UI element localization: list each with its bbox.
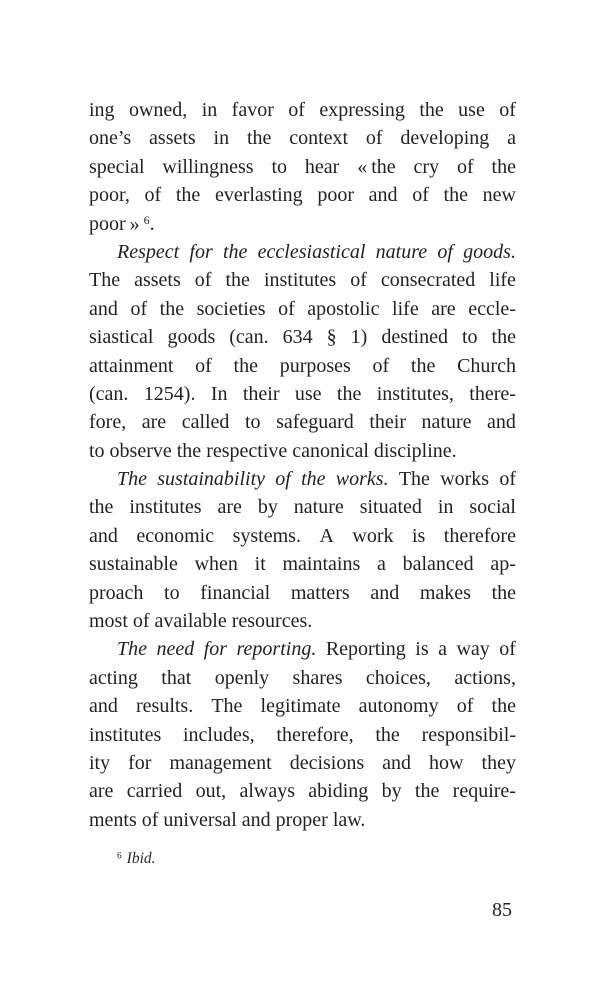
text-segment: of	[195, 354, 212, 377]
text-segment: decisions	[289, 751, 365, 774]
text-segment: consecrated	[380, 269, 476, 292]
text-segment: hear	[304, 155, 340, 178]
text-segment: The	[117, 468, 147, 491]
text-segment: the	[159, 297, 185, 320]
text-segment: apostolic	[307, 297, 380, 320]
text-segment: 1)	[350, 326, 368, 349]
text-segment: the	[225, 269, 250, 292]
text-segment: nature	[421, 411, 472, 434]
text-segment: financial	[200, 581, 271, 604]
text-segment: the	[375, 723, 400, 746]
text-line	[89, 749, 516, 777]
text-segment: therefore,	[276, 723, 354, 746]
text-segment: of	[194, 269, 212, 292]
text-segment: The	[89, 269, 121, 292]
text-segment: assets	[134, 269, 181, 292]
text-segment: maintains	[282, 553, 361, 576]
text-segment: cry	[413, 155, 440, 178]
text-segment: of	[412, 184, 429, 207]
text-segment: therefore	[443, 524, 516, 547]
text-segment: institutes	[129, 496, 202, 519]
text-segment: in	[437, 496, 454, 519]
text-segment: sustainability	[157, 468, 266, 491]
text-segment: and	[370, 581, 400, 604]
text-line	[89, 238, 516, 266]
text-segment: poor	[317, 184, 355, 207]
text-segment: actions,	[454, 666, 516, 689]
text-segment: require-	[452, 780, 516, 803]
text-segment: everlasting	[214, 184, 303, 207]
text-segment: responsibil-	[421, 723, 516, 746]
text-segment: balanced	[402, 553, 474, 576]
text-line	[89, 323, 516, 351]
text-segment: choices,	[365, 666, 431, 689]
text-segment: a	[376, 553, 386, 576]
text-segment: for	[189, 240, 213, 263]
footnote-text: Ibid.	[126, 850, 156, 867]
text-segment: of	[437, 240, 453, 263]
text-segment: social	[469, 496, 516, 519]
text-segment: openly	[214, 666, 270, 689]
text-segment: work	[352, 524, 394, 547]
text-segment: 634	[282, 326, 313, 349]
text-segment: of	[144, 184, 162, 207]
text-segment: ity	[89, 751, 111, 774]
text-segment: poor »	[89, 212, 144, 235]
text-segment: abiding	[308, 780, 369, 803]
text-segment: they	[481, 751, 516, 774]
text-segment: (can.	[229, 326, 269, 349]
text-line	[89, 635, 516, 663]
text-segment: fore,	[89, 411, 127, 434]
text-line	[89, 465, 516, 493]
text-segment: their	[242, 382, 280, 405]
text-segment: to	[244, 411, 261, 434]
text-segment: to	[461, 326, 478, 349]
text-segment: goods	[167, 326, 216, 349]
text-segment: favor	[231, 99, 274, 121]
text-segment: situated	[359, 496, 422, 519]
text-segment: by	[257, 496, 278, 519]
text-segment: autonomy	[358, 695, 439, 718]
text-line	[89, 579, 516, 607]
text-segment: of	[456, 695, 474, 718]
text-segment: most of available resources.	[89, 610, 313, 633]
text-segment: the	[414, 780, 440, 803]
text-segment: the	[89, 496, 114, 519]
text-segment: the	[301, 468, 326, 491]
text-line	[89, 607, 516, 635]
text-line	[89, 352, 516, 380]
text-line	[89, 181, 516, 209]
text-segment: ments of universal and proper law.	[89, 808, 366, 831]
text-segment: of	[499, 638, 516, 661]
text-segment: of	[499, 99, 516, 121]
text-line	[89, 153, 516, 181]
text-segment: goods.	[463, 240, 516, 263]
text-segment: and	[368, 184, 398, 207]
text-segment: when	[194, 553, 238, 576]
text-segment: ap-	[490, 553, 516, 576]
text-segment: siastical	[89, 326, 154, 349]
text-segment: and	[382, 751, 412, 774]
text-segment: it	[254, 553, 266, 576]
text-segment: way	[456, 638, 490, 661]
text-segment: makes	[419, 581, 471, 604]
text-segment: how	[429, 751, 464, 774]
text-segment: the	[223, 240, 248, 263]
text-segment: The	[117, 638, 147, 661]
text-line	[89, 210, 516, 238]
text-segment: by	[381, 780, 402, 803]
text-segment: use	[458, 99, 485, 121]
text-segment: institutes	[263, 269, 337, 292]
text-segment: In	[210, 382, 228, 405]
text-segment: proach	[89, 581, 144, 604]
text-segment: results.	[136, 695, 194, 718]
text-segment: works.	[335, 468, 389, 491]
text-segment: 1254).	[143, 382, 196, 405]
text-segment: special	[89, 155, 145, 178]
text-segment: always	[239, 780, 295, 803]
text-segment: of	[288, 99, 305, 121]
text-segment: nature	[375, 240, 428, 263]
text-segment: §	[326, 326, 337, 349]
text-segment: destined	[381, 326, 448, 349]
text-segment: (can.	[89, 382, 129, 405]
text-segment: of	[350, 269, 367, 292]
text-segment: out,	[195, 780, 227, 803]
text-segment: are	[89, 780, 114, 803]
text-segment: sustainable	[89, 553, 178, 576]
text-segment: works	[440, 468, 490, 491]
text-segment: carried	[126, 780, 183, 803]
text-line	[89, 664, 516, 692]
text-segment: need	[156, 638, 195, 661]
text-segment: one’s	[89, 127, 132, 150]
text-segment: The	[398, 468, 430, 491]
text-line	[89, 806, 516, 834]
text-segment: life	[392, 297, 419, 320]
text-segment: The	[211, 695, 243, 718]
text-segment: life	[489, 269, 516, 292]
text-segment: is	[415, 638, 429, 661]
text-segment: for	[203, 638, 228, 661]
text-segment: of	[372, 354, 390, 377]
text-segment: .	[149, 212, 155, 235]
text-segment: the	[233, 354, 258, 377]
text-segment: new	[482, 184, 516, 207]
text-segment: and	[487, 411, 516, 434]
text-line	[89, 96, 516, 124]
text-segment: developing	[400, 127, 490, 150]
text-segment: ing	[89, 99, 115, 121]
text-segment: attainment	[89, 354, 174, 377]
text-segment: willingness	[162, 155, 254, 178]
text-segment: the	[246, 127, 272, 150]
text-line	[89, 380, 516, 408]
text-segment: of	[278, 297, 295, 320]
text-segment: the	[491, 581, 516, 604]
text-line	[89, 692, 516, 720]
text-segment: legitimate	[260, 695, 341, 718]
footnote	[117, 849, 156, 869]
text-segment: eccle-	[468, 297, 516, 320]
text-segment: of	[365, 127, 383, 150]
text-segment: systems.	[232, 524, 301, 547]
text-segment: a	[438, 638, 447, 661]
text-segment: economic	[136, 524, 215, 547]
text-line	[89, 721, 516, 749]
text-segment: to	[164, 581, 180, 604]
text-segment: of	[275, 468, 291, 491]
text-segment: and	[89, 297, 118, 320]
text-segment: expressing	[319, 99, 405, 121]
text-line	[89, 493, 516, 521]
text-line	[89, 124, 516, 152]
text-line	[89, 777, 516, 805]
text-segment: the	[491, 695, 516, 718]
text-segment: A	[319, 524, 334, 547]
text-line	[89, 295, 516, 323]
text-segment: their	[369, 411, 406, 434]
text-segment: called	[181, 411, 230, 434]
text-segment: in	[201, 99, 218, 121]
text-segment: assets	[149, 127, 196, 150]
text-line	[89, 522, 516, 550]
text-segment: management	[169, 751, 272, 774]
text-line	[89, 266, 516, 294]
text-segment: are	[217, 496, 242, 519]
text-segment: are	[141, 411, 167, 434]
text-segment: Church	[457, 354, 516, 377]
text-segment: for	[128, 751, 152, 774]
text-segment: that	[161, 666, 192, 689]
text-segment: nature	[293, 496, 344, 519]
text-segment: Reporting	[325, 638, 406, 661]
text-segment: poor,	[89, 184, 130, 207]
text-segment: purposes	[279, 354, 351, 377]
text-segment: institutes	[89, 723, 162, 746]
text-segment: is	[411, 524, 426, 547]
footnote-marker: 6	[117, 851, 122, 862]
text-segment: a	[507, 127, 516, 150]
text-segment: ecclesiastical	[257, 240, 366, 263]
text-line	[89, 408, 516, 436]
text-segment: context	[289, 127, 349, 150]
text-segment: reporting.	[236, 638, 317, 661]
body-text	[89, 96, 516, 834]
text-segment: to	[271, 155, 287, 178]
text-segment: shares	[292, 666, 343, 689]
footnote-reference: 6	[143, 212, 150, 227]
text-segment: and	[89, 524, 118, 547]
text-segment: the	[491, 155, 516, 178]
text-segment: the	[175, 184, 201, 207]
text-segment: acting	[89, 666, 138, 689]
text-segment: are	[431, 297, 456, 320]
text-segment: includes,	[183, 723, 255, 746]
text-segment: to observe the respective canonical discipline.	[89, 439, 457, 462]
text-segment: societies	[196, 297, 266, 320]
text-segment: and	[89, 695, 118, 718]
text-segment: the	[443, 184, 468, 207]
text-segment: of	[456, 155, 474, 178]
text-segment: the	[491, 326, 516, 349]
text-segment: use	[294, 382, 322, 405]
text-segment: « the	[357, 155, 396, 178]
text-segment: of	[130, 297, 148, 320]
text-segment: the	[419, 99, 444, 121]
text-segment: matters	[290, 581, 350, 604]
text-segment: of	[499, 468, 516, 491]
page-number: 85	[492, 899, 512, 921]
text-segment: the	[336, 382, 362, 405]
text-segment: safeguard	[276, 411, 354, 434]
text-segment: owned,	[128, 99, 188, 121]
text-segment: Respect	[117, 240, 180, 263]
text-segment: institutes,	[376, 382, 454, 405]
text-segment: there-	[469, 382, 516, 405]
text-line	[89, 550, 516, 578]
text-segment: the	[410, 354, 436, 377]
text-segment: in	[213, 127, 230, 150]
text-line	[89, 437, 516, 465]
